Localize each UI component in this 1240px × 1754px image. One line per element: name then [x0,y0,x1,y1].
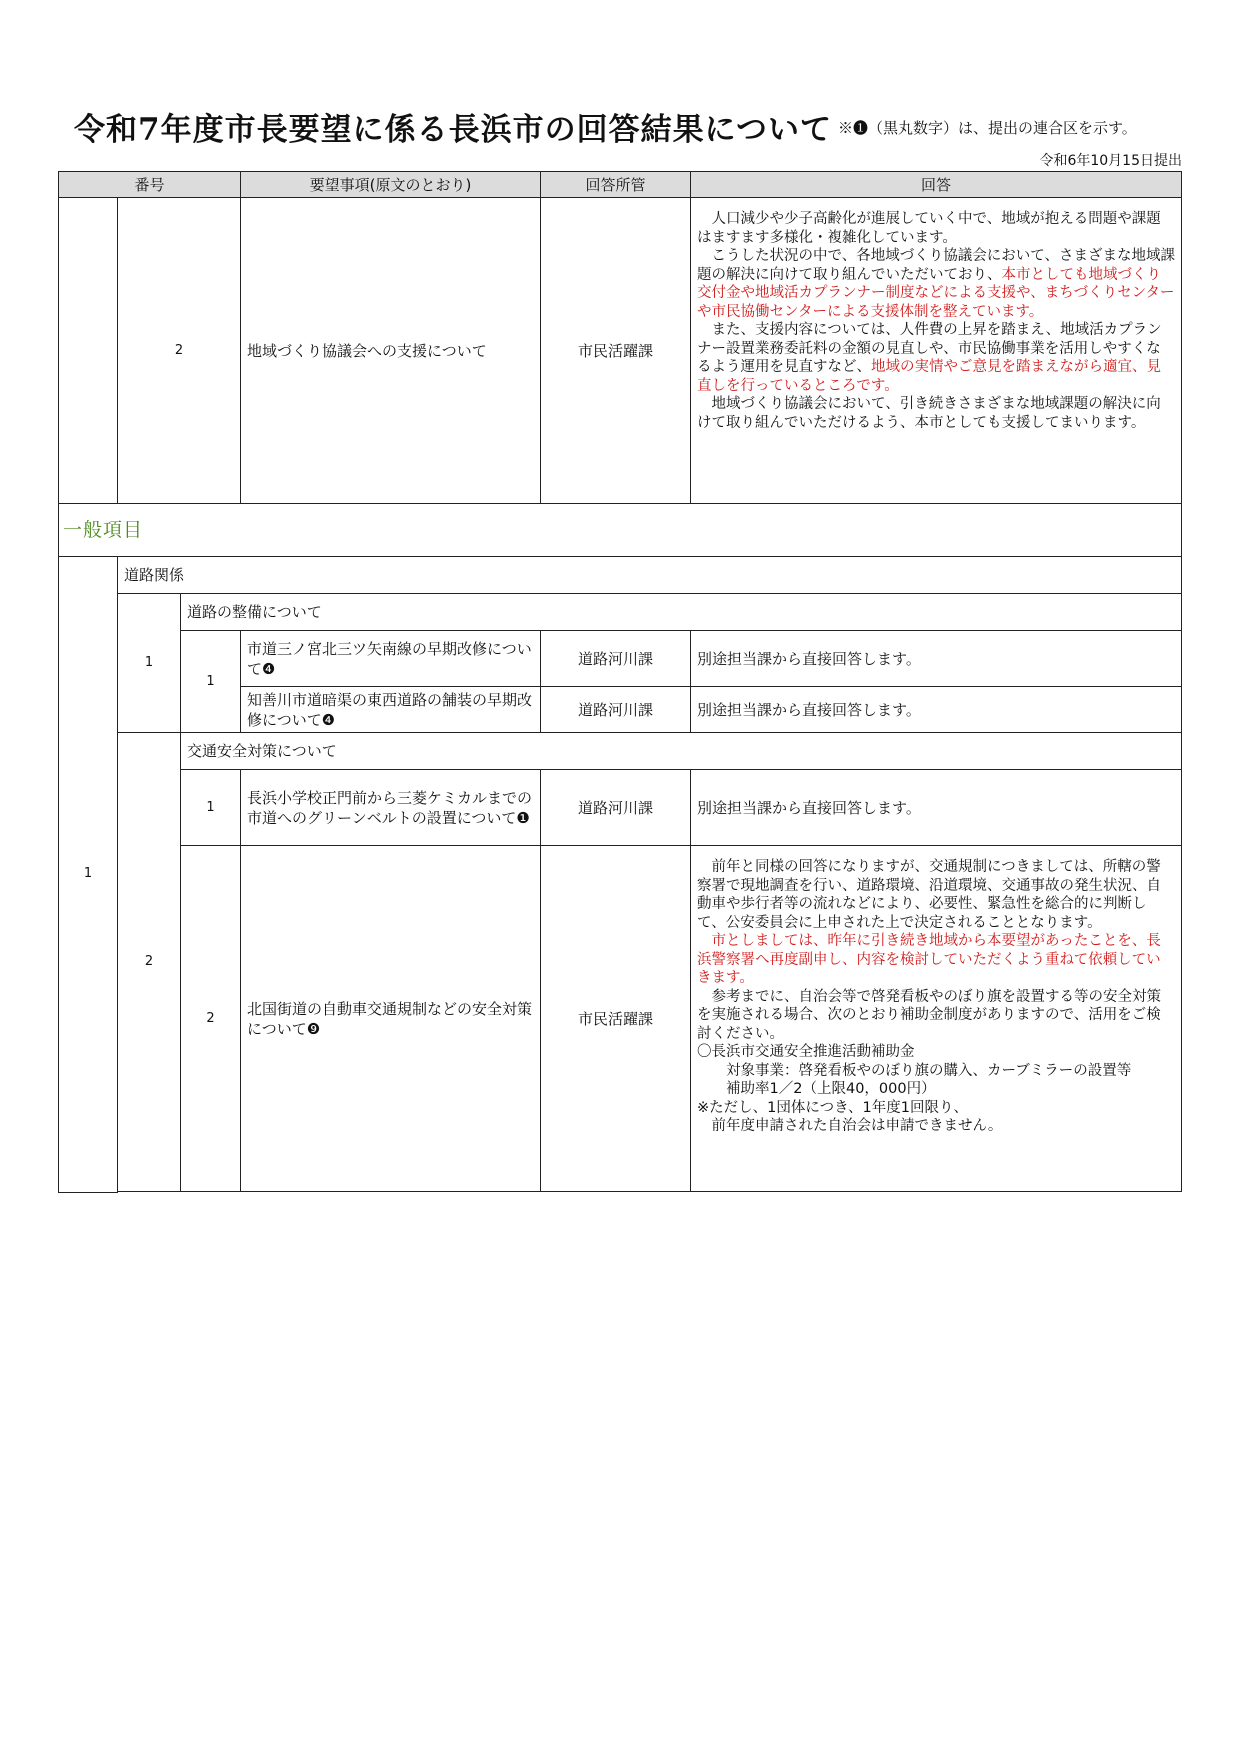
request-item: 地域づくり協議会への支援について [241,198,541,504]
answer-paragraph: 参考までに、自治会等で啓発看板やのぼり旗を設置する等の安全対策を実施される場合、次のとおり補助金制度がありますので、活用をご検討ください。 [697,988,1162,1042]
group-number: 1 [118,594,181,733]
table-row [59,846,1182,1192]
request-item: 長浜小学校正門前から三菱ケミカルまでの市道へのグリーンベルトの設置について❶ [241,770,541,846]
section-row [59,504,1182,557]
answer [691,846,1182,1192]
page-title: 令和7年度市長要望に係る長浜市の回答結果について [74,112,832,148]
group-title: 道路の整備について [181,594,1182,631]
legend-note: ※❶（黒丸数字）は、提出の連合区を示す。 [838,119,1137,137]
blank-cell [59,198,118,504]
answer: 別途担当課から直接回答します。 [691,631,1182,687]
table-row [59,770,1182,846]
table-row [59,198,1182,504]
response-table [58,171,1182,1193]
dept: 市民活躍課 [541,198,691,504]
table-row [59,631,1182,687]
answer-paragraph: 地域づくり協議会において、引き続きさまざまな地域課題の解決に向けて取り組んでいただけるよう、本市としても支援してまいります。 [697,396,1161,431]
subsidy-rate: 補助率1／2（上限40，000円） [726,1081,936,1097]
group-row [59,594,1182,631]
table-header-row [59,172,1182,198]
dept: 道路河川課 [541,631,691,687]
answer-paragraph: また、支援内容については、人件費の上昇を踏まえ、地域活カプランナー設置業務委託料の金額の見直しや、市民協働事業を活用しやすくなるよう運用を見直すなど、地域の実情やご意見を踏まえながら適宜、見直しを行っているところです。 [697,322,1162,394]
col-header-dept: 回答所管 [541,172,691,198]
item-number: 1 [181,770,241,846]
answer-paragraph: 市としましては、昨年に引き続き地域から本要望があったことを、長浜警察署へ再度副申し、内容を検討していただくよう重ねて依頼していきます。 [697,933,1161,986]
answer: 別途担当課から直接回答します。 [691,687,1182,733]
general-number: 1 [59,557,118,1193]
spacer-row [59,1192,1182,1193]
category-row [59,557,1182,594]
row-number: 2 [118,198,241,504]
answer [691,198,1182,504]
subsidy-target: 対象事業：啓発看板やのぼり旗の購入、カーブミラーの設置等 [726,1062,1132,1079]
subsidy-name: 〇長浜市交通安全推進活動補助金 [697,1044,915,1060]
answer-paragraph: 人口減少や少子高齢化が進展していく中で、地域が抱える問題や課題はますます多様化・複雑化しています。 [697,211,1161,246]
section-title: 一般項目 [59,504,1182,557]
dept: 市民活躍課 [541,846,691,1192]
col-header-number: 番号 [59,172,241,198]
answer: 別途担当課から直接回答します。 [691,770,1182,846]
subsidy-note-cont: 前年度申請された自治会は申請できません。 [711,1118,1003,1134]
dept: 道路河川課 [541,687,691,733]
dept: 道路河川課 [541,770,691,846]
request-item: 知善川市道暗渠の東西道路の舗装の早期改修について❹ [241,687,541,733]
col-header-answer: 回答 [691,172,1182,198]
category-title: 道路関係 [118,557,1182,594]
item-number: 2 [181,846,241,1192]
request-item: 北国街道の自動車交通規制などの安全対策について❾ [241,846,541,1192]
answer-paragraph: こうした状況の中で、各地域づくり協議会において、さまざまな地域課題の解決に向けて取り組んでいただいており、本市としても地域づくり交付金や地域活カプランナー制度などによる支援や、まちづくりセンターや市民協働センターによる支援体制を整えています。 [697,248,1175,320]
group-number: 2 [118,733,181,1192]
submission-date: 令和6年10月15日提出 [1039,153,1182,169]
answer-paragraph: 前年と同様の回答になりますが、交通規制につきましては、所轄の警察署で現地調査を行い、道路環境、沿道環境、交通事故の発生状況、自動車や歩行者等の流れなどにより、必要性、緊急性を総合的に判断して、公安委員会に上申された上で決定されることとなります。 [697,859,1162,931]
col-header-item: 要望事項(原文のとおり) [241,172,541,198]
item-number: 1 [181,631,241,733]
group-row [59,733,1182,770]
group-title: 交通安全対策について [181,733,1182,770]
request-item: 市道三ノ宮北三ツ矢南線の早期改修について❹ [241,631,541,687]
subsidy-note: ※ただし、1団体につき、1年度1回限り、 [697,1099,968,1116]
